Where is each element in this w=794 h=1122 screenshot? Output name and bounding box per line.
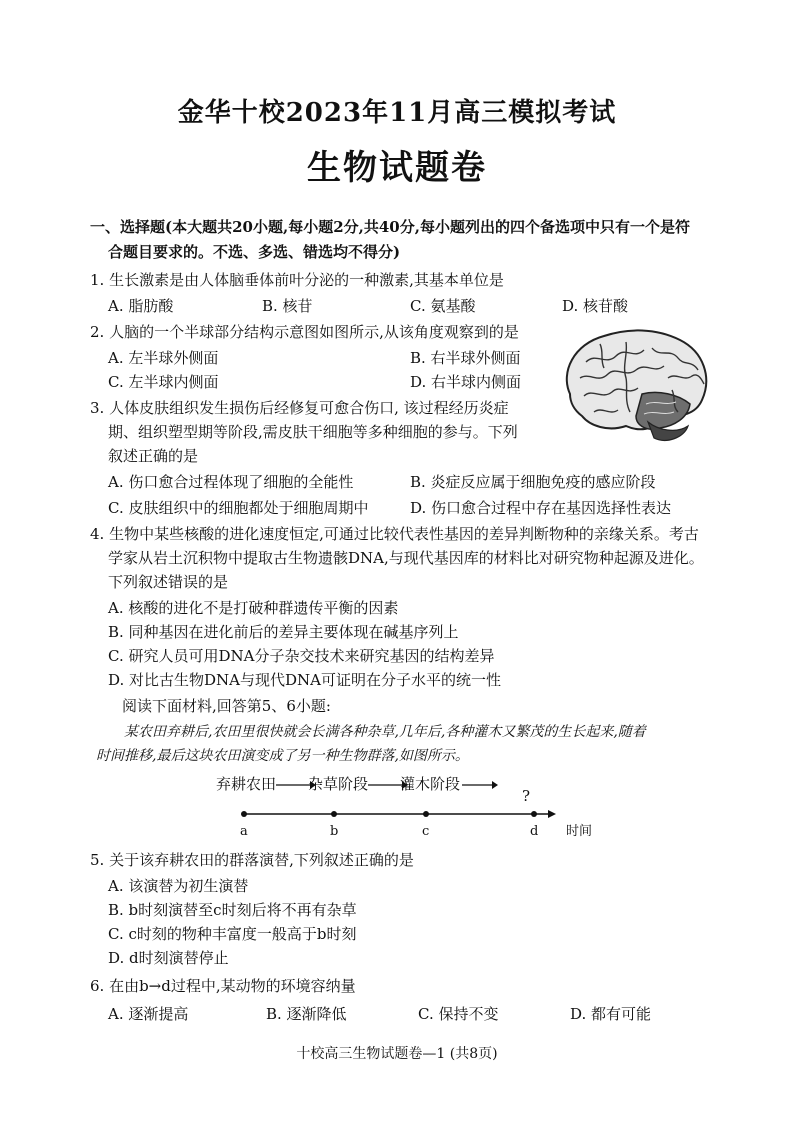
q2-option-b: B. 右半球外侧面	[410, 349, 521, 367]
stage-weeds: 杂草阶段	[308, 775, 369, 793]
stage-unknown: ?	[522, 787, 531, 805]
q3-stem-line1: 3. 人体皮肤组织发生损伤后经修复可愈合伤口, 该过程经历炎症	[90, 399, 509, 417]
q6-option-c: C. 保持不变	[418, 1005, 499, 1023]
q4-option-a: A. 核酸的进化不是打破种群遗传平衡的因素	[108, 599, 399, 617]
q4-stem-line3: 下列叙述错误的是	[108, 573, 229, 591]
q1-option-c: C. 氨基酸	[410, 297, 476, 315]
reading-intro: 阅读下面材料,回答第5、6小题:	[122, 697, 331, 715]
q5-option-b: B. b时刻演替至c时刻后将不再有杂草	[108, 901, 357, 919]
q2-option-c: C. 左半球内侧面	[108, 373, 219, 391]
time-axis	[238, 806, 558, 822]
q3-option-d: D. 伤口愈合过程中存在基因选择性表达	[410, 499, 672, 517]
q4-option-c: C. 研究人员可用DNA分子杂交技术来研究基因的结构差异	[108, 647, 495, 665]
q5-option-d: D. d时刻演替停止	[108, 949, 229, 967]
section-heading-line2: 合题目要求的。不选、多选、错选均不得分)	[108, 243, 401, 261]
q4-option-b: B. 同种基因在进化前后的差异主要体现在碱基序列上	[108, 623, 459, 641]
q3-stem-line2: 期、组织塑型期等阶段,需皮肤干细胞等多种细胞的参与。下列	[108, 423, 518, 441]
point-c: c	[422, 824, 430, 839]
q1-stem: 1. 生长激素是由人体脑垂体前叶分泌的一种激素,其基本单位是	[90, 271, 504, 289]
q1-option-a: A. 脂肪酸	[108, 297, 174, 315]
q1-option-b: B. 核苷	[262, 297, 313, 315]
arrow-icon	[462, 778, 498, 792]
brain-illustration-icon	[556, 322, 716, 450]
q5-option-a: A. 该演替为初生演替	[108, 877, 249, 895]
section-heading-line1: 一、选择题(本大题共20小题,每小题2分,共40分,每小题列出的四个备选项中只有一个是符	[90, 218, 690, 236]
q6-option-d: D. 都有可能	[570, 1005, 652, 1023]
exam-title: 金华十校2023年11月高三模拟考试	[177, 98, 617, 128]
stage-shrubs: 灌木阶段	[400, 775, 461, 793]
q4-stem-line1: 4. 生物中某些核酸的进化速度恒定,可通过比较代表性基因的差异判断物种的亲缘关系。考古	[90, 525, 699, 543]
time-axis-label: 时间	[566, 824, 593, 839]
reading-passage-line2: 时间推移,最后这块农田演变成了另一种生物群落,如图所示。	[96, 748, 469, 764]
stage-abandoned-farmland: 弃耕农田	[216, 775, 277, 793]
q3-option-c: C. 皮肤组织中的细胞都处于细胞周期中	[108, 499, 369, 517]
q6-option-a: A. 逐渐提高	[108, 1005, 189, 1023]
succession-timeline	[200, 770, 620, 844]
q2-option-d: D. 右半球内侧面	[410, 373, 522, 391]
q5-stem: 5. 关于该弃耕农田的群落演替,下列叙述正确的是	[90, 851, 414, 869]
reading-passage-line1: 某农田弃耕后,农田里很快就会长满各种杂草,几年后,各种灌木又繁茂的生长起来,随着	[124, 724, 646, 740]
q3-option-b: B. 炎症反应属于细胞免疫的感应阶段	[410, 473, 656, 491]
q3-stem-line3: 叙述正确的是	[108, 447, 199, 465]
q4-stem-line2: 学家从岩土沉积物中提取古生物遗骸DNA,与现代基因库的材料比对研究物种起源及进化。	[108, 549, 704, 567]
q4-option-d: D. 对比古生物DNA与现代DNA可证明在分子水平的统一性	[108, 671, 501, 689]
q5-option-c: C. c时刻的物种丰富度一般高于b时刻	[108, 925, 357, 943]
point-a: a	[240, 824, 248, 839]
page-footer: 十校高三生物试题卷—1 (共8页)	[296, 1046, 498, 1062]
q6-option-b: B. 逐渐降低	[266, 1005, 347, 1023]
point-b: b	[330, 824, 339, 839]
point-d: d	[530, 824, 539, 839]
q2-stem: 2. 人脑的一个半球部分结构示意图如图所示,从该角度观察到的是	[90, 323, 519, 341]
paper-subtitle: 生物试题卷	[307, 148, 487, 188]
q3-option-a: A. 伤口愈合过程体现了细胞的全能性	[108, 473, 354, 491]
q6-stem: 6. 在由b→d过程中,某动物的环境容纳量	[90, 977, 356, 995]
q1-option-d: D. 核苷酸	[562, 297, 629, 315]
q2-option-a: A. 左半球外侧面	[108, 349, 219, 367]
